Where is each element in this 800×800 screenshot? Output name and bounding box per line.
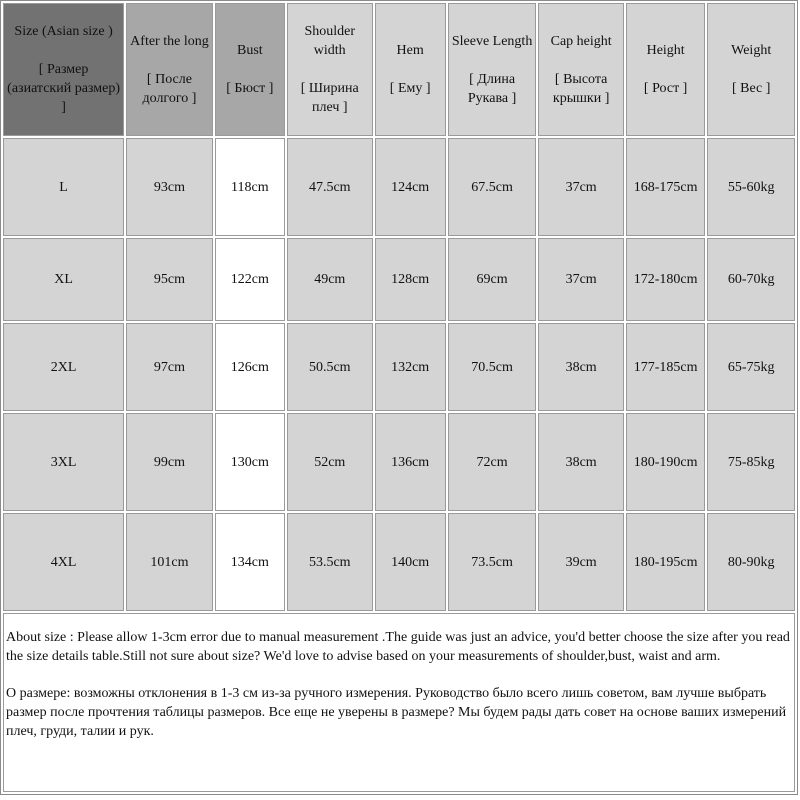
header-russian-label: [ Вес ] [731, 81, 771, 96]
header-russian-label: [ Ему ] [389, 81, 431, 96]
cell-after-long: 101cm [126, 513, 213, 611]
cell-shoulder-width: 47.5cm [287, 138, 373, 236]
header-english-label: Bust [237, 43, 263, 58]
size-notes [3, 613, 795, 792]
cell-shoulder-width: 49cm [287, 238, 373, 321]
header-russian-label: [ Рост ] [643, 81, 688, 96]
cell-hem: 140cm [375, 513, 446, 611]
header-sleeve-length [448, 3, 537, 136]
cell-bust: 130cm [215, 413, 285, 511]
cell-hem: 132cm [375, 323, 446, 411]
header-russian-label: [ Ширина плеч ] [300, 81, 359, 115]
header-spacer [218, 60, 282, 79]
cell-height: 172-180cm [626, 238, 705, 321]
cell-after-long: 99cm [126, 413, 213, 511]
header-russian-label: [ Размер (азиатский размер) ] [7, 62, 120, 115]
header-spacer [629, 60, 702, 79]
cell-shoulder-width: 50.5cm [287, 323, 373, 411]
cell-height: 180-190cm [626, 413, 705, 511]
table-row [3, 323, 795, 411]
cell-shoulder-width: 53.5cm [287, 513, 373, 611]
cell-sleeve-length: 70.5cm [448, 323, 537, 411]
header-after-long [126, 3, 213, 136]
header-weight [707, 3, 795, 136]
cell-hem: 136cm [375, 413, 446, 511]
cell-shoulder-width: 52cm [287, 413, 373, 511]
cell-weight: 80-90kg [707, 513, 795, 611]
cell-weight: 55-60kg [707, 138, 795, 236]
cell-weight: 65-75kg [707, 323, 795, 411]
header-english-label: Shoulder width [304, 24, 356, 58]
size-chart-body [3, 3, 795, 792]
table-row [3, 238, 795, 321]
header-spacer [129, 51, 210, 70]
cell-weight: 75-85kg [707, 413, 795, 511]
cell-after-long: 93cm [126, 138, 213, 236]
note-english: About size : Please allow 1-3cm error due to manual measurement .The guide was just an advice, you'd better choose the size after you read the size details table.Still not sure about size? We'd love to advise based on your measurements of shoulder,bust, waist and arm. [6, 630, 790, 664]
cell-sleeve-length: 67.5cm [448, 138, 537, 236]
cell-bust: 126cm [215, 323, 285, 411]
header-english-label: After the long [130, 33, 209, 49]
cell-size: 2XL [3, 323, 124, 411]
cell-size: XL [3, 238, 124, 321]
header-spacer [451, 51, 534, 70]
header-english-label: Hem [396, 43, 424, 58]
cell-height: 168-175cm [626, 138, 705, 236]
cell-bust: 118cm [215, 138, 285, 236]
table-row [3, 138, 795, 236]
cell-bust: 134cm [215, 513, 285, 611]
header-hem [375, 3, 446, 136]
cell-bust: 122cm [215, 238, 285, 321]
cell-after-long: 95cm [126, 238, 213, 321]
cell-sleeve-length: 73.5cm [448, 513, 537, 611]
note-russian: О размере: возможны отклонения в 1-3 см из-за ручного измерения. Руководство было всего лишь советом, вам лучше выбрать размер после прочтения таблицы размеров. Все еще не уверены в размере? Мы будем рады дать совет на основе ваших измерений плеч, груди, талии и рук. [6, 686, 787, 739]
cell-size: 3XL [3, 413, 124, 511]
cell-size: 4XL [3, 513, 124, 611]
header-spacer [6, 41, 121, 60]
cell-hem: 128cm [375, 238, 446, 321]
cell-cap-height: 37cm [538, 138, 624, 236]
cell-weight: 60-70kg [707, 238, 795, 321]
cell-after-long: 97cm [126, 323, 213, 411]
header-russian-label: [ После долгого ] [142, 71, 197, 106]
cell-height: 177-185cm [626, 323, 705, 411]
table-row [3, 513, 795, 611]
header-russian-label: [ Длина Рукава ] [467, 71, 517, 106]
header-spacer [541, 51, 621, 70]
header-english-label: Weight [731, 43, 772, 58]
header-spacer [378, 60, 443, 79]
header-russian-label: [ Высота крышки ] [552, 71, 610, 106]
cell-cap-height: 38cm [538, 413, 624, 511]
header-row [3, 3, 795, 136]
header-english-label: Size (Asian size ) [14, 24, 113, 39]
header-english-label: Cap height [550, 33, 612, 49]
header-height [626, 3, 705, 136]
cell-cap-height: 37cm [538, 238, 624, 321]
header-english-label: Height [646, 43, 685, 58]
table-row [3, 413, 795, 511]
header-russian-label: [ Бюст ] [226, 81, 274, 96]
cell-hem: 124cm [375, 138, 446, 236]
header-spacer [710, 60, 792, 79]
header-english-label: Sleeve Length [451, 33, 533, 49]
header-spacer [290, 60, 370, 79]
cell-sleeve-length: 72cm [448, 413, 537, 511]
cell-height: 180-195cm [626, 513, 705, 611]
notes-row [3, 613, 795, 792]
cell-size: L [3, 138, 124, 236]
header-bust [215, 3, 285, 136]
cell-cap-height: 38cm [538, 323, 624, 411]
cell-cap-height: 39cm [538, 513, 624, 611]
cell-sleeve-length: 69cm [448, 238, 537, 321]
header-cap-height [538, 3, 624, 136]
header-shoulder-width [287, 3, 373, 136]
header-size [3, 3, 124, 136]
